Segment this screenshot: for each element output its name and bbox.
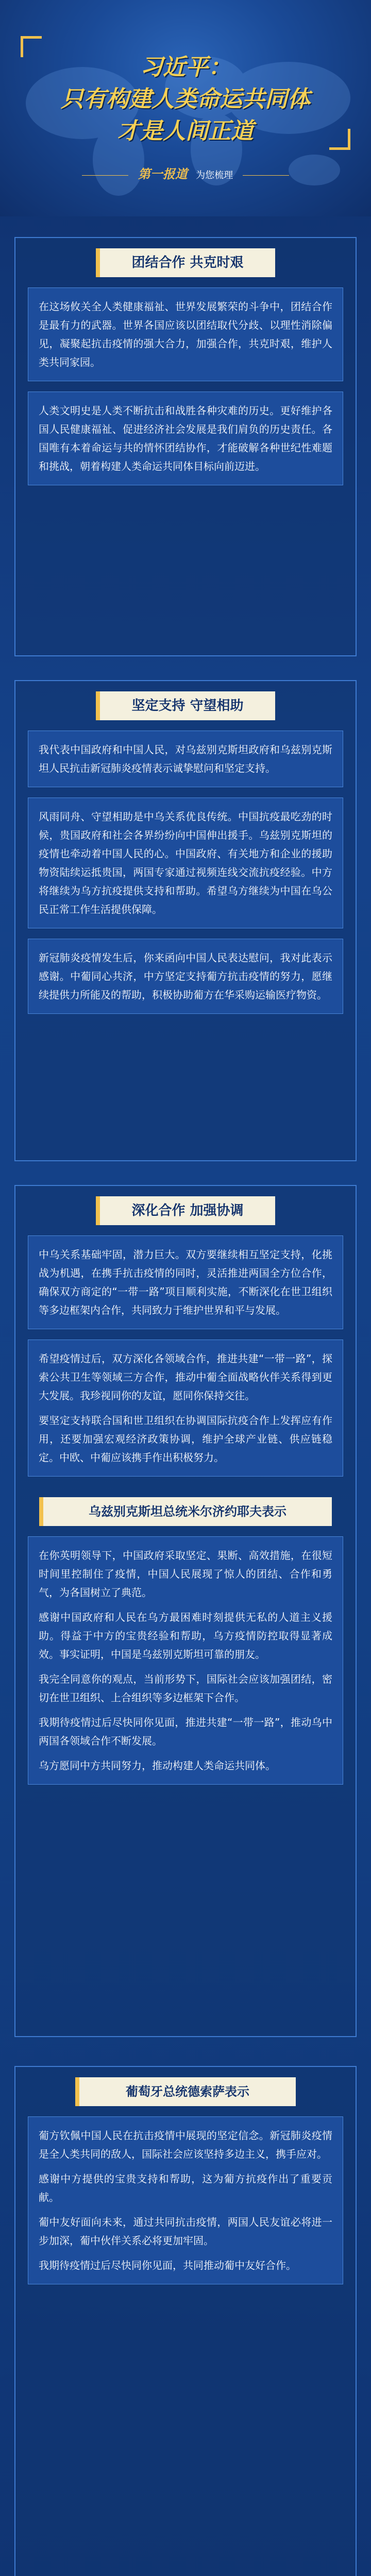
paragraph: 新冠肺炎疫情发生后，你来函向中国人民表达慰问，我对此表示感谢。中葡同心共济，中方坚定支持葡方抗击疫情的努力，愿继续提供力所能及的帮助，积极协助葡方在华采购运输医疗物资。 — [39, 952, 332, 1001]
section-heading: 葡萄牙总统德索萨表示 — [75, 2077, 296, 2106]
section-heading: 坚定支持 守望相助 — [96, 691, 275, 720]
paragraph: 我代表中国政府和中国人民，对乌兹别克斯坦政府和乌兹别克斯坦人民抗击新冠肺炎疫情表示诚挚慰问和坚定支持。 — [39, 743, 332, 774]
paragraph: 感谢中方提供的宝贵支持和帮助，这为葡方抗疫作出了重要贡献。 — [39, 2173, 332, 2204]
paragraph: 人类文明史是人类不断抗击和战胜各种灾难的历史。更好维护各国人民健康福祉、促进经济社会发展是我们肩负的历史责任。各国唯有本着命运与共的情怀团结协作，才能破解各种世纪性难题和挑战，朝着构建人类命运共同体目标向前迈进。 — [39, 404, 332, 472]
quote-card — [28, 287, 343, 381]
paragraph: 我期待疫情过后尽快同你见面，共同推动葡中友好合作。 — [39, 2259, 296, 2272]
brand-tagline — [0, 164, 371, 182]
section-deepen-cooperation — [14, 1185, 357, 2037]
divider — [82, 175, 128, 176]
quote-card — [28, 2116, 343, 2284]
paragraph: 乌方愿同中方共同努力，推动构建人类命运共同体。 — [39, 1759, 276, 1772]
brand-subtitle: 为您梳理 — [196, 170, 233, 181]
section-firm-support — [14, 680, 357, 1161]
paragraph: 希望疫情过后，双方深化各领域合作，推进共建“一带一路”，探索公共卫生等领域三方合作，推动中葡全面战略伙伴关系得到更大发展。我珍视同你的友谊，愿同你保持交往。 — [39, 1352, 332, 1402]
page-title — [0, 52, 371, 147]
header-banner — [0, 0, 371, 216]
brand-name: 第一报道 — [138, 166, 188, 181]
paragraph: 葡中友好面向未来，通过共同抗击疫情，两国人民友谊必将进一步加深，葡中伙伴关系必将更加牢固。 — [39, 2216, 332, 2247]
quote-card — [28, 392, 343, 485]
section-portugal-president — [14, 2066, 357, 2576]
quote-card — [28, 1340, 343, 1477]
paragraph: 在你英明领导下，中国政府采取坚定、果断、高效措施，在很短时间里控制住了疫情，中国人民展现了惊人的团结、合作和勇气，为各国树立了典范。 — [39, 1549, 332, 1599]
paragraph: 感谢中国政府和人民在乌方最困难时刻提供无私的人道主义援助。得益于中方的宝贵经验和帮助，乌方疫情防控取得显著成效。事实证明，中国是乌兹别克斯坦可靠的朋友。 — [39, 1611, 332, 1660]
section-heading: 团结合作 共克时艰 — [96, 248, 275, 277]
paragraph: 我期待疫情过后尽快同你见面，推进共建“一带一路”，推动乌中两国各领域合作不断发展。 — [39, 1716, 332, 1747]
paragraph: 中乌关系基础牢固，潜力巨大。双方要继续相互坚定支持，化挑战为机遇，在携手抗击疫情的同时，灵活推进两国全方位合作，确保双方商定的“一带一路”项目顺利实施，不断深化在世卫组织等多边框架内合作，共同致力于维护世界和平与发展。 — [39, 1248, 332, 1316]
paragraph: 葡方钦佩中国人民在抗击疫情中展现的坚定信念。新冠肺炎疫情是全人类共同的敌人，国际社会应该坚持多边主义，携手应对。 — [39, 2129, 332, 2160]
title-line-2: 只有构建人类命运共同体 — [61, 86, 310, 112]
section-unity-cooperation — [14, 237, 357, 656]
section-heading: 深化合作 加强协调 — [96, 1196, 275, 1225]
quote-card — [28, 1235, 343, 1329]
divider — [243, 175, 289, 176]
paragraph: 我完全同意你的观点，当前形势下，国际社会应该加强团结，密切在世卫组织、上合组织等多边框架下合作。 — [39, 1673, 332, 1704]
quote-card — [28, 939, 343, 1014]
quote-card — [28, 798, 343, 928]
paragraph: 要坚定支持联合国和世卫组织在协调国际抗疫合作上发挥应有作用，还要加强宏观经济政策协调，维护全球产业链、供应链稳定。中欧、中葡应该携手作出积极努力。 — [39, 1414, 332, 1464]
section-heading-uzbek-president: 乌兹别克斯坦总统米尔济约耶夫表示 — [39, 1497, 332, 1526]
paragraph: 在这场攸关全人类健康福祉、世界发展繁荣的斗争中，团结合作是最有力的武器。世界各国应该以团结取代分歧、以理性消除偏见，凝聚起抗击疫情的强大合力，加强合作，共克时艰，维护人类共同家园。 — [39, 300, 332, 368]
quote-card — [28, 1536, 343, 1785]
paragraph: 风雨同舟、守望相助是中乌关系优良传统。中国抗疫最吃劲的时候，贵国政府和社会各界纷纷向中国伸出援手。乌兹别克斯坦的疫情也牵动着中国人民的心。中国政府、有关地方和企业的援助物资陆续运抵贵国，两国专家通过视频连线交流抗疫经验。中方将继续为乌方抗疫提供支持和帮助。希望乌方继续为中国在乌公民正常工作生活提供保障。 — [39, 810, 332, 916]
title-line-3: 才是人间正道 — [117, 118, 254, 144]
quote-card — [28, 731, 343, 787]
title-line-1: 习近平： — [140, 54, 231, 80]
